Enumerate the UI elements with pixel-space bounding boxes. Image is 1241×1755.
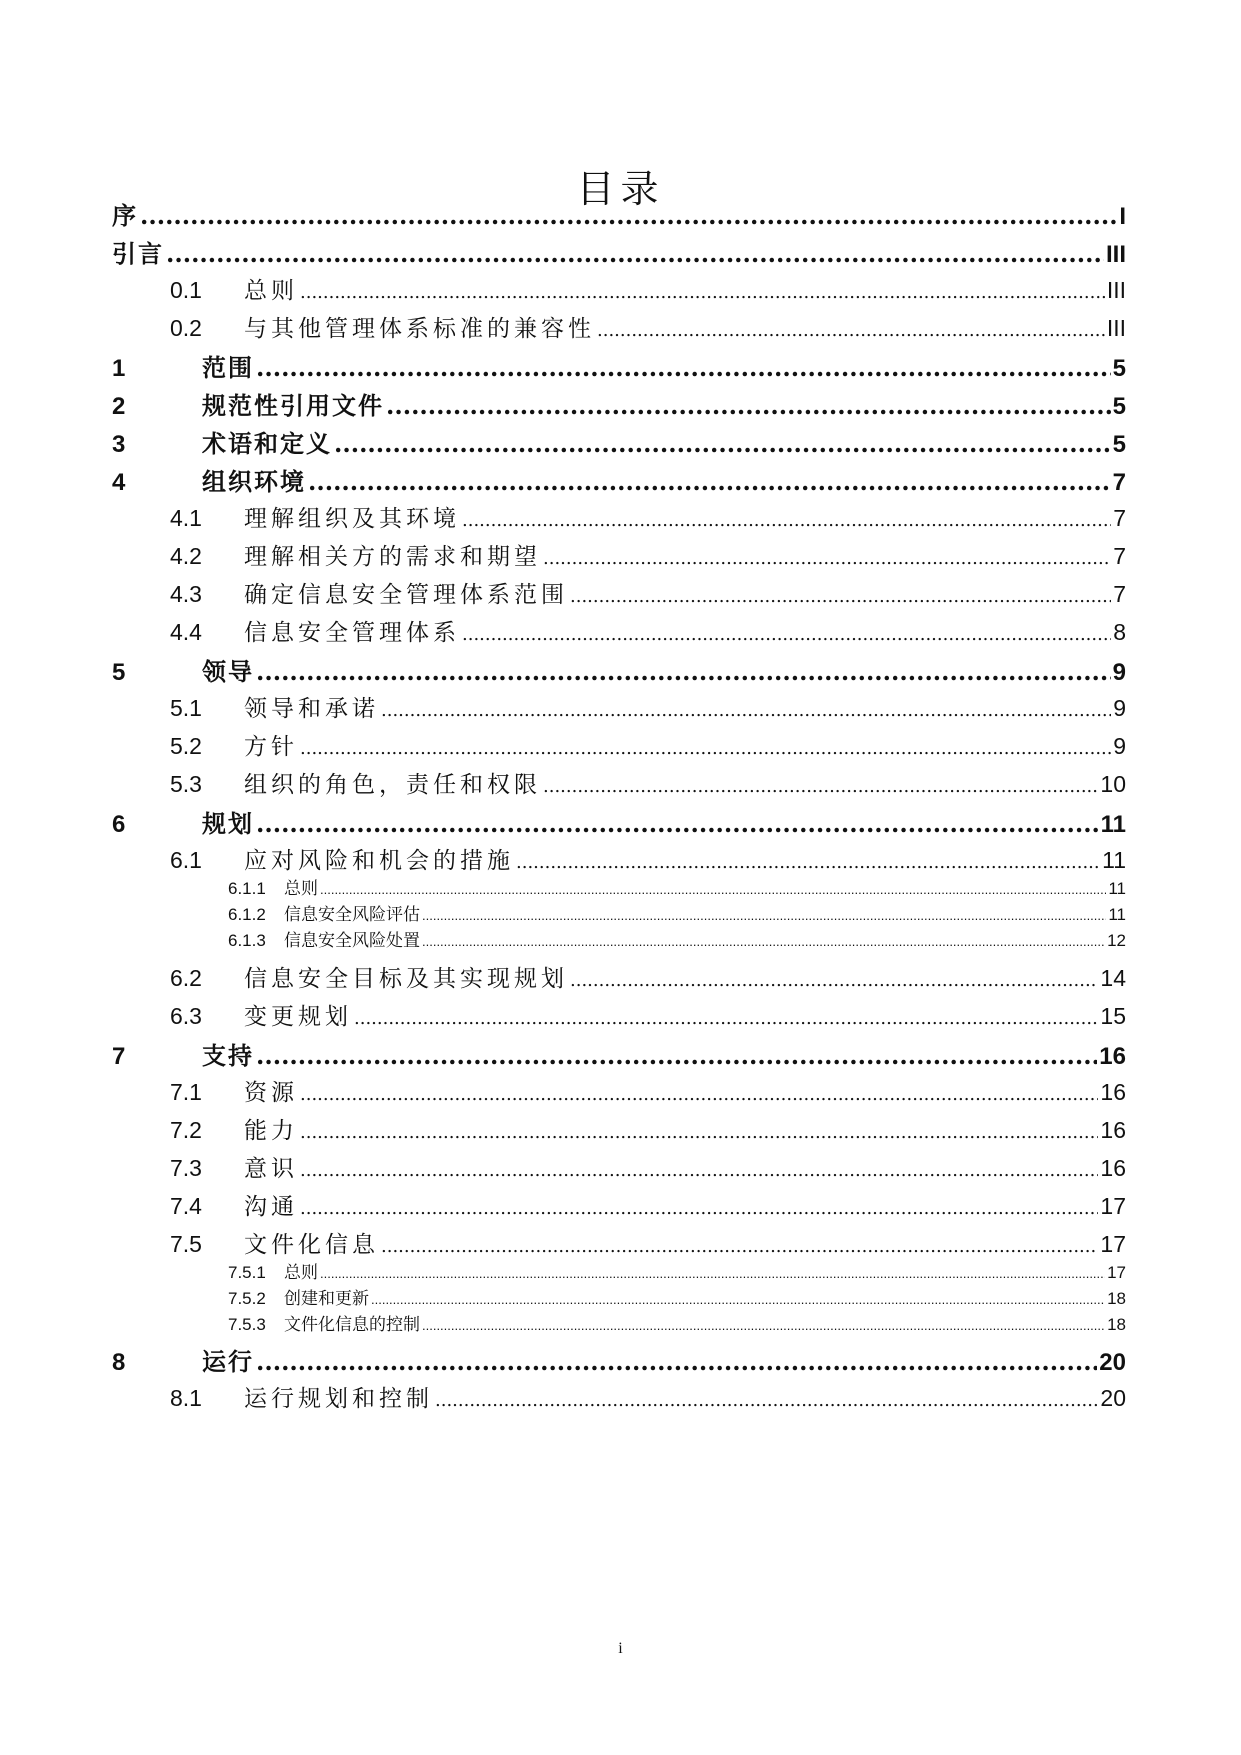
toc-entry-number: 5.2 [170, 733, 202, 759]
toc-entry[interactable] [112, 348, 1126, 380]
toc-entry-number: 0.2 [170, 315, 202, 341]
toc-dot-leader [140, 201, 1117, 230]
toc-entry-title: 领导 [202, 657, 254, 686]
toc-entry[interactable] [112, 728, 1126, 760]
toc-dot-leader [256, 1347, 1097, 1376]
toc-entry-title: 引言 [112, 239, 164, 268]
toc-dot-leader [320, 1266, 1105, 1281]
toc-entry[interactable] [112, 652, 1126, 684]
toc-entry[interactable] [112, 1226, 1126, 1258]
toc-entry-title: 与其他管理体系标准的兼容性 [244, 316, 595, 342]
toc-entry[interactable] [112, 424, 1126, 456]
toc-entry-title: 意识 [244, 1156, 298, 1182]
toc-entry-page: 20 [1099, 1349, 1126, 1376]
toc-entry-title: 应对风险和机会的措施 [244, 848, 514, 874]
toc-dot-leader [256, 809, 1099, 838]
toc-entry-page: 17 [1107, 1263, 1126, 1282]
toc-entry-title: 总则 [284, 879, 318, 899]
toc-entry-page: 9 [1113, 733, 1126, 759]
toc-entry-title: 运行规划和控制 [244, 1386, 433, 1412]
toc-dot-leader [597, 320, 1105, 341]
toc-entry-page: 12 [1107, 931, 1126, 950]
toc-entry-title: 运行 [202, 1347, 254, 1376]
toc-dot-leader [371, 1292, 1105, 1307]
toc-entry-title: 组织的角色，责任和权限 [244, 772, 541, 798]
toc-dot-leader [300, 738, 1111, 759]
toc-entry-page: 10 [1100, 771, 1126, 797]
toc-dot-leader [300, 1084, 1098, 1105]
toc-entry-title: 理解组织及其环境 [244, 506, 460, 532]
toc-entry[interactable] [112, 874, 1126, 898]
toc-entry[interactable] [112, 900, 1126, 924]
toc-entry-title: 文件化信息的控制 [284, 1315, 420, 1335]
toc-entry-number: 6.1.3 [228, 931, 266, 950]
toc-entry-page: 16 [1100, 1079, 1126, 1105]
toc-entry-page: 16 [1100, 1117, 1126, 1143]
toc-entry[interactable] [112, 1074, 1126, 1106]
toc-entry-page: I [1119, 203, 1126, 230]
toc-entry[interactable] [112, 1342, 1126, 1374]
toc-entry-page: III [1105, 241, 1126, 268]
toc-entry-title: 规划 [202, 809, 254, 838]
toc-entry-number: 6.1.2 [228, 905, 266, 924]
toc-dot-leader [422, 1318, 1105, 1333]
toc-entry[interactable] [112, 1380, 1126, 1412]
toc-entry-number: 4.2 [170, 543, 202, 569]
toc-entry-page: III [1106, 277, 1126, 303]
toc-entry-number: 4.4 [170, 619, 202, 645]
toc-entry-page: 11 [1108, 905, 1126, 924]
toc-title: 目录 [576, 167, 665, 211]
toc-entry-number: 8.1 [170, 1385, 202, 1411]
toc-entry-number: 5.1 [170, 695, 202, 721]
toc-entry-page: 7 [1113, 543, 1126, 569]
toc-entry-number: 7 [112, 1043, 126, 1070]
toc-entry-title: 创建和更新 [284, 1289, 369, 1309]
toc-entry-title: 信息安全目标及其实现规划 [244, 966, 568, 992]
toc-entry-number: 4.3 [170, 581, 202, 607]
toc-dot-leader [166, 239, 1104, 268]
toc-dot-leader [543, 776, 1098, 797]
toc-entry-page: 7 [1112, 469, 1126, 496]
toc-dot-leader [300, 1198, 1098, 1219]
toc-entry[interactable] [112, 804, 1126, 836]
toc-entry-title: 文件化信息 [244, 1232, 379, 1258]
toc-dot-leader [435, 1390, 1098, 1411]
toc-entry-number: 4.1 [170, 505, 202, 531]
toc-entry[interactable] [112, 690, 1126, 722]
toc-entry-title: 信息安全管理体系 [244, 620, 460, 646]
toc-entry-page: 16 [1099, 1043, 1126, 1070]
toc-entry-page: 17 [1100, 1193, 1126, 1219]
toc-entry-title: 总则 [244, 278, 298, 304]
toc-dot-leader [386, 391, 1111, 420]
toc-entry[interactable] [112, 1150, 1126, 1182]
toc-entry-page: 9 [1113, 695, 1126, 721]
toc-dot-leader [256, 657, 1111, 686]
toc-entry-page: 17 [1100, 1231, 1126, 1257]
toc-entry-page: 11 [1100, 811, 1126, 838]
toc-dot-leader [422, 934, 1105, 949]
toc-entry[interactable] [112, 960, 1126, 992]
toc-dot-leader [381, 1236, 1098, 1257]
toc-entry-number: 5.3 [170, 771, 202, 797]
toc-entry-page: 18 [1107, 1315, 1126, 1334]
toc-entry-number: 3 [112, 431, 126, 458]
toc-entry[interactable] [112, 462, 1126, 494]
toc-dot-leader [334, 429, 1111, 458]
toc-dot-leader [300, 282, 1105, 303]
toc-entry-page: 20 [1100, 1385, 1126, 1411]
toc-entry[interactable] [112, 1036, 1126, 1068]
toc-entry[interactable] [112, 1188, 1126, 1220]
toc-dot-leader [256, 353, 1111, 382]
toc-entry-number: 6.1.1 [228, 879, 266, 898]
toc-dot-leader [381, 700, 1111, 721]
toc-dot-leader [300, 1160, 1098, 1181]
toc-entry-page: 5 [1112, 431, 1126, 458]
toc-entry-title: 信息安全风险评估 [284, 905, 420, 925]
toc-entry-page: 11 [1102, 847, 1126, 873]
toc-entry[interactable] [112, 272, 1126, 304]
toc-entry-number: 2 [112, 393, 126, 420]
toc-entry-number: 7.5.2 [228, 1289, 266, 1308]
toc-entry-title: 规范性引用文件 [202, 391, 384, 420]
toc-entry[interactable] [112, 538, 1126, 570]
toc-entry-title: 能力 [244, 1118, 298, 1144]
toc-dot-leader [256, 1041, 1097, 1070]
toc-entry-number: 6.2 [170, 965, 202, 991]
toc-entry-page: 8 [1113, 619, 1126, 645]
toc-entry-number: 7.4 [170, 1193, 202, 1219]
toc-entry-number: 7.2 [170, 1117, 202, 1143]
toc-entry-page: 7 [1113, 581, 1126, 607]
toc-entry[interactable] [112, 234, 1126, 266]
toc-entry-number: 0.1 [170, 277, 202, 303]
toc-entry[interactable] [112, 766, 1126, 798]
toc-entry-page: 15 [1100, 1003, 1126, 1029]
toc-entry[interactable] [112, 576, 1126, 608]
toc-entry-page: 5 [1112, 355, 1126, 382]
toc-dot-leader [354, 1008, 1098, 1029]
toc-entry[interactable] [112, 998, 1126, 1030]
toc-entry-title: 方针 [244, 734, 298, 760]
toc-entry-number: 7.5.3 [228, 1315, 266, 1334]
toc-entry-number: 8 [112, 1349, 126, 1376]
toc-entry[interactable] [112, 1258, 1126, 1282]
toc-dot-leader [516, 852, 1100, 873]
toc-entry[interactable] [112, 926, 1126, 950]
toc-entry-title: 理解相关方的需求和期望 [244, 544, 541, 570]
toc-entry[interactable] [112, 386, 1126, 418]
toc-entry-number: 7.1 [170, 1079, 202, 1105]
toc-entry-number: 4 [112, 469, 126, 496]
toc-entry-page: 14 [1100, 965, 1126, 991]
toc-entry[interactable] [112, 1284, 1126, 1308]
toc-entry-title: 总则 [284, 1263, 318, 1283]
toc-entry-title: 变更规划 [244, 1004, 352, 1030]
toc-entry[interactable] [112, 1310, 1126, 1334]
toc-entry-title: 术语和定义 [202, 429, 332, 458]
toc-entry[interactable] [112, 614, 1126, 646]
toc-entry-number: 6.3 [170, 1003, 202, 1029]
toc-entry-number: 7.5 [170, 1231, 202, 1257]
toc-entry[interactable] [112, 842, 1126, 874]
toc-dot-leader [570, 586, 1111, 607]
toc-dot-leader [462, 624, 1111, 645]
toc-entry-title: 领导和承诺 [244, 696, 379, 722]
toc-dot-leader [462, 510, 1111, 531]
toc-entry-page: 18 [1107, 1289, 1126, 1308]
toc-entry-title: 支持 [202, 1041, 254, 1070]
toc-entry-page: 7 [1113, 505, 1126, 531]
toc-entry-title: 沟通 [244, 1194, 298, 1220]
toc-entry-number: 6 [112, 811, 126, 838]
toc-dot-leader [320, 882, 1106, 897]
toc-entry-number: 7.5.1 [228, 1263, 266, 1282]
toc-entry-title: 确定信息安全管理体系范围 [244, 582, 568, 608]
toc-dot-leader [543, 548, 1111, 569]
toc-entry[interactable] [112, 310, 1126, 342]
toc-entry-title: 序 [112, 201, 138, 230]
toc-entry-page: III [1106, 315, 1126, 341]
toc-entry-title: 资源 [244, 1080, 298, 1106]
toc-dot-leader [422, 908, 1106, 923]
toc-entry-page: 9 [1112, 659, 1126, 686]
toc-entry-page: 16 [1100, 1155, 1126, 1181]
toc-entry[interactable] [112, 196, 1126, 228]
toc-entry-page: 11 [1108, 879, 1126, 898]
toc-entry-page: 5 [1112, 393, 1126, 420]
toc-entry-title: 信息安全风险处置 [284, 931, 420, 951]
toc-dot-leader [308, 467, 1111, 496]
toc-entry-number: 1 [112, 355, 126, 382]
toc-entry-number: 7.3 [170, 1155, 202, 1181]
toc-entry[interactable] [112, 500, 1126, 532]
toc-entry-title: 组织环境 [202, 467, 306, 496]
toc-entry-title: 范围 [202, 353, 254, 382]
toc-dot-leader [300, 1122, 1098, 1143]
toc-entry[interactable] [112, 1112, 1126, 1144]
toc-dot-leader [570, 970, 1098, 991]
toc-entry-number: 5 [112, 659, 126, 686]
page-number: i [618, 1640, 623, 1657]
toc-entry-number: 6.1 [170, 847, 202, 873]
